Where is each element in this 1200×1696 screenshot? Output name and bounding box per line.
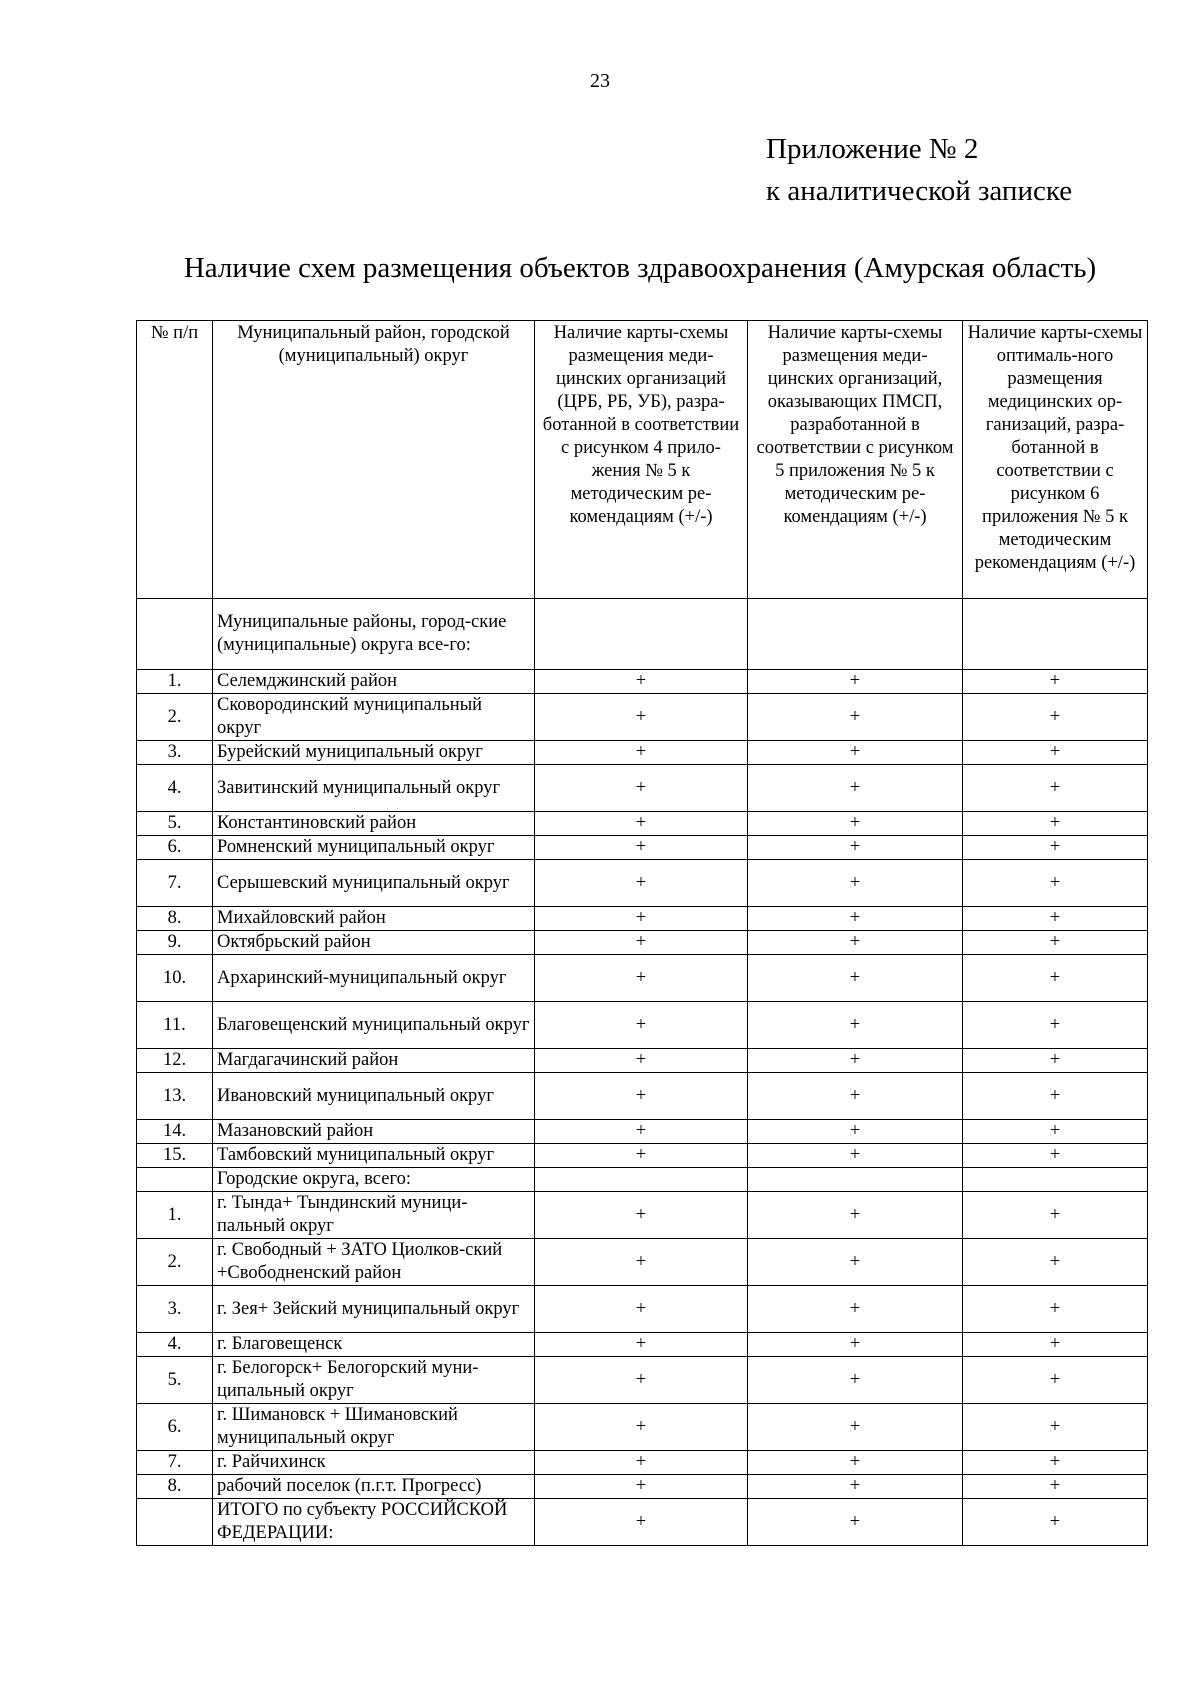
row-number: 2. <box>137 694 213 741</box>
section-cell-c <box>963 1168 1148 1192</box>
row-value-a: + <box>535 1192 748 1239</box>
section-cell-b <box>748 1168 963 1192</box>
row-number: 8. <box>137 1475 213 1499</box>
row-name: Магдагачинский район <box>213 1049 535 1073</box>
row-value-c: + <box>963 931 1148 955</box>
row-value-b: + <box>748 1192 963 1239</box>
row-number: 3. <box>137 741 213 765</box>
row-value-a: + <box>535 1002 748 1049</box>
section-label: Городские округа, всего: <box>213 1168 535 1192</box>
table-body <box>137 599 1148 1546</box>
row-number: 11. <box>137 1002 213 1049</box>
total-value-c: + <box>963 1499 1148 1546</box>
table-row <box>137 765 1148 812</box>
row-name: г. Свободный + ЗАТО Циолков-ский +Свободненский район <box>213 1239 535 1286</box>
row-value-a: + <box>535 694 748 741</box>
table-row <box>137 907 1148 931</box>
row-name: Ивановский муниципальный округ <box>213 1073 535 1120</box>
row-value-c: + <box>963 860 1148 907</box>
row-value-a: + <box>535 907 748 931</box>
row-value-c: + <box>963 1286 1148 1333</box>
section-cell-a <box>535 599 748 670</box>
row-name: г. Райчихинск <box>213 1451 535 1475</box>
table-row <box>137 1192 1148 1239</box>
document-title-text: Наличие схем размещения объектов здравоохранения (Амурская область) <box>183 252 1097 284</box>
row-value-b: + <box>748 1333 963 1357</box>
section-label: Муниципальные районы, город-ские (муниципальные) округа все-го: <box>213 599 535 670</box>
row-name: Константиновский район <box>213 812 535 836</box>
table-row <box>137 1120 1148 1144</box>
row-number: 1. <box>137 670 213 694</box>
row-value-c: + <box>963 812 1148 836</box>
table-header-row <box>137 321 1148 599</box>
section-row-municipal <box>137 599 1148 670</box>
row-value-b: + <box>748 931 963 955</box>
row-value-b: + <box>748 1073 963 1120</box>
section-cell-c <box>963 599 1148 670</box>
section-cell-a <box>535 1168 748 1192</box>
row-number: 2. <box>137 1239 213 1286</box>
total-value-b: + <box>748 1499 963 1546</box>
row-name: Серышевский муниципальный округ <box>213 860 535 907</box>
document-title <box>0 252 1200 285</box>
row-name: Михайловский район <box>213 907 535 931</box>
row-number: 7. <box>137 860 213 907</box>
row-name: Сковородинский муниципальный округ <box>213 694 535 741</box>
table-row <box>137 670 1148 694</box>
row-number: 10. <box>137 955 213 1002</box>
row-value-b: + <box>748 860 963 907</box>
row-value-b: + <box>748 1239 963 1286</box>
header-col-b: Наличие карты-схемы размещения меди-цинских организаций, оказывающих ПМСП, разработанной в соответствии с рисунком 5 приложения № 5 к методическим ре-комендациям (+/-) <box>748 321 963 599</box>
row-number: 12. <box>137 1049 213 1073</box>
appendix-line-1: Приложение № 2 <box>766 133 979 165</box>
row-value-a: + <box>535 741 748 765</box>
table-row <box>137 1073 1148 1120</box>
row-number: 15. <box>137 1144 213 1168</box>
row-value-b: + <box>748 670 963 694</box>
row-value-a: + <box>535 1451 748 1475</box>
row-number: 8. <box>137 907 213 931</box>
table-row <box>137 836 1148 860</box>
row-value-b: + <box>748 765 963 812</box>
row-value-c: + <box>963 1120 1148 1144</box>
row-value-c: + <box>963 1073 1148 1120</box>
row-value-c: + <box>963 1049 1148 1073</box>
row-value-c: + <box>963 1333 1148 1357</box>
row-value-b: + <box>748 1002 963 1049</box>
page-number: 23 <box>590 70 610 92</box>
row-value-a: + <box>535 670 748 694</box>
row-name: г. Тында+ Тындинский муници-пальный округ <box>213 1192 535 1239</box>
row-value-b: + <box>748 1357 963 1404</box>
row-value-a: + <box>535 1073 748 1120</box>
row-number: 3. <box>137 1286 213 1333</box>
row-name: г. Благовещенск <box>213 1333 535 1357</box>
table-row <box>137 1286 1148 1333</box>
row-name: г. Зея+ Зейский муниципальный округ <box>213 1286 535 1333</box>
row-name: рабочий поселок (п.г.т. Прогресс) <box>213 1475 535 1499</box>
row-value-a: + <box>535 931 748 955</box>
row-value-a: + <box>535 765 748 812</box>
row-value-a: + <box>535 1404 748 1451</box>
row-number: 9. <box>137 931 213 955</box>
row-name: Ромненский муниципальный округ <box>213 836 535 860</box>
row-value-c: + <box>963 670 1148 694</box>
row-value-c: + <box>963 836 1148 860</box>
row-value-b: + <box>748 1451 963 1475</box>
row-name: Завитинский муниципальный округ <box>213 765 535 812</box>
table-row <box>137 1002 1148 1049</box>
row-name: г. Шимановск + Шимановский муниципальный округ <box>213 1404 535 1451</box>
row-value-b: + <box>748 1475 963 1499</box>
row-value-c: + <box>963 1002 1148 1049</box>
table-row <box>137 812 1148 836</box>
row-value-a: + <box>535 1239 748 1286</box>
row-number: 6. <box>137 1404 213 1451</box>
row-name: Октябрьский район <box>213 931 535 955</box>
row-value-b: + <box>748 741 963 765</box>
table-row <box>137 1049 1148 1073</box>
row-value-c: + <box>963 741 1148 765</box>
row-value-a: + <box>535 1049 748 1073</box>
facilities-table <box>136 320 1148 1546</box>
row-value-a: + <box>535 1475 748 1499</box>
row-value-a: + <box>535 1286 748 1333</box>
header-col-a: Наличие карты-схемы размещения меди-цинских организаций (ЦРБ, РБ, УБ), разра-ботанной в соответствии с рисунком 4 прило-жения № 5 к методическим ре-комендациям (+/-) <box>535 321 748 599</box>
total-num-cell <box>137 1499 213 1546</box>
row-value-b: + <box>748 1404 963 1451</box>
header-col-c: Наличие карты-схемы оптималь-ного размещения медицинских ор-ганизаций, разра-ботанной в соответствии с рисунком 6 приложения № 5 к методическим рекомендациям (+/-) <box>963 321 1148 599</box>
header-num: № п/п <box>137 321 213 599</box>
row-name: Селемджинский район <box>213 670 535 694</box>
section-cell-b <box>748 599 963 670</box>
header-name: Муниципальный район, городской (муниципальный) округ <box>213 321 535 599</box>
row-number: 5. <box>137 812 213 836</box>
total-value-a: + <box>535 1499 748 1546</box>
table-row <box>137 1404 1148 1451</box>
row-value-c: + <box>963 1475 1148 1499</box>
row-number: 13. <box>137 1073 213 1120</box>
row-value-a: + <box>535 1357 748 1404</box>
table-row <box>137 1451 1148 1475</box>
row-name: Архаринский-муниципальный округ <box>213 955 535 1002</box>
table-row <box>137 1333 1148 1357</box>
row-name: Мазановский район <box>213 1120 535 1144</box>
row-value-b: + <box>748 1286 963 1333</box>
row-name: г. Белогорск+ Белогорский муни-ципальный округ <box>213 1357 535 1404</box>
row-value-c: + <box>963 907 1148 931</box>
row-name: Бурейский муниципальный округ <box>213 741 535 765</box>
row-value-c: + <box>963 1357 1148 1404</box>
table-row <box>137 931 1148 955</box>
row-value-b: + <box>748 836 963 860</box>
row-number: 6. <box>137 836 213 860</box>
row-value-c: + <box>963 1239 1148 1286</box>
row-name: Благовещенский муниципальный округ <box>213 1002 535 1049</box>
row-number: 7. <box>137 1451 213 1475</box>
row-value-a: + <box>535 1120 748 1144</box>
appendix-label <box>766 128 1072 212</box>
row-value-a: + <box>535 836 748 860</box>
row-value-b: + <box>748 1049 963 1073</box>
row-number: 4. <box>137 1333 213 1357</box>
row-value-c: + <box>963 1404 1148 1451</box>
table-row <box>137 860 1148 907</box>
row-value-a: + <box>535 812 748 836</box>
table-row <box>137 741 1148 765</box>
row-value-a: + <box>535 860 748 907</box>
row-number: 4. <box>137 765 213 812</box>
table-row <box>137 955 1148 1002</box>
section-row-city <box>137 1168 1148 1192</box>
table-row <box>137 1357 1148 1404</box>
row-value-a: + <box>535 1144 748 1168</box>
row-value-b: + <box>748 955 963 1002</box>
row-number: 1. <box>137 1192 213 1239</box>
section-num-cell <box>137 599 213 670</box>
row-number: 14. <box>137 1120 213 1144</box>
total-label: ИТОГО по субъекту РОССИЙСКОЙ ФЕДЕРАЦИИ: <box>213 1499 535 1546</box>
table-row <box>137 1144 1148 1168</box>
row-value-a: + <box>535 955 748 1002</box>
table-row <box>137 1239 1148 1286</box>
row-value-c: + <box>963 765 1148 812</box>
row-value-c: + <box>963 1451 1148 1475</box>
row-value-c: + <box>963 1192 1148 1239</box>
row-number: 5. <box>137 1357 213 1404</box>
total-row <box>137 1499 1148 1546</box>
row-value-b: + <box>748 694 963 741</box>
row-value-b: + <box>748 1144 963 1168</box>
row-value-c: + <box>963 694 1148 741</box>
row-value-b: + <box>748 1120 963 1144</box>
row-value-c: + <box>963 955 1148 1002</box>
row-value-a: + <box>535 1333 748 1357</box>
section-num-cell <box>137 1168 213 1192</box>
row-value-c: + <box>963 1144 1148 1168</box>
row-name: Тамбовский муниципальный округ <box>213 1144 535 1168</box>
table-row <box>137 1475 1148 1499</box>
row-value-b: + <box>748 907 963 931</box>
table-row <box>137 694 1148 741</box>
row-value-b: + <box>748 812 963 836</box>
appendix-line-2: к аналитической записке <box>766 175 1073 207</box>
